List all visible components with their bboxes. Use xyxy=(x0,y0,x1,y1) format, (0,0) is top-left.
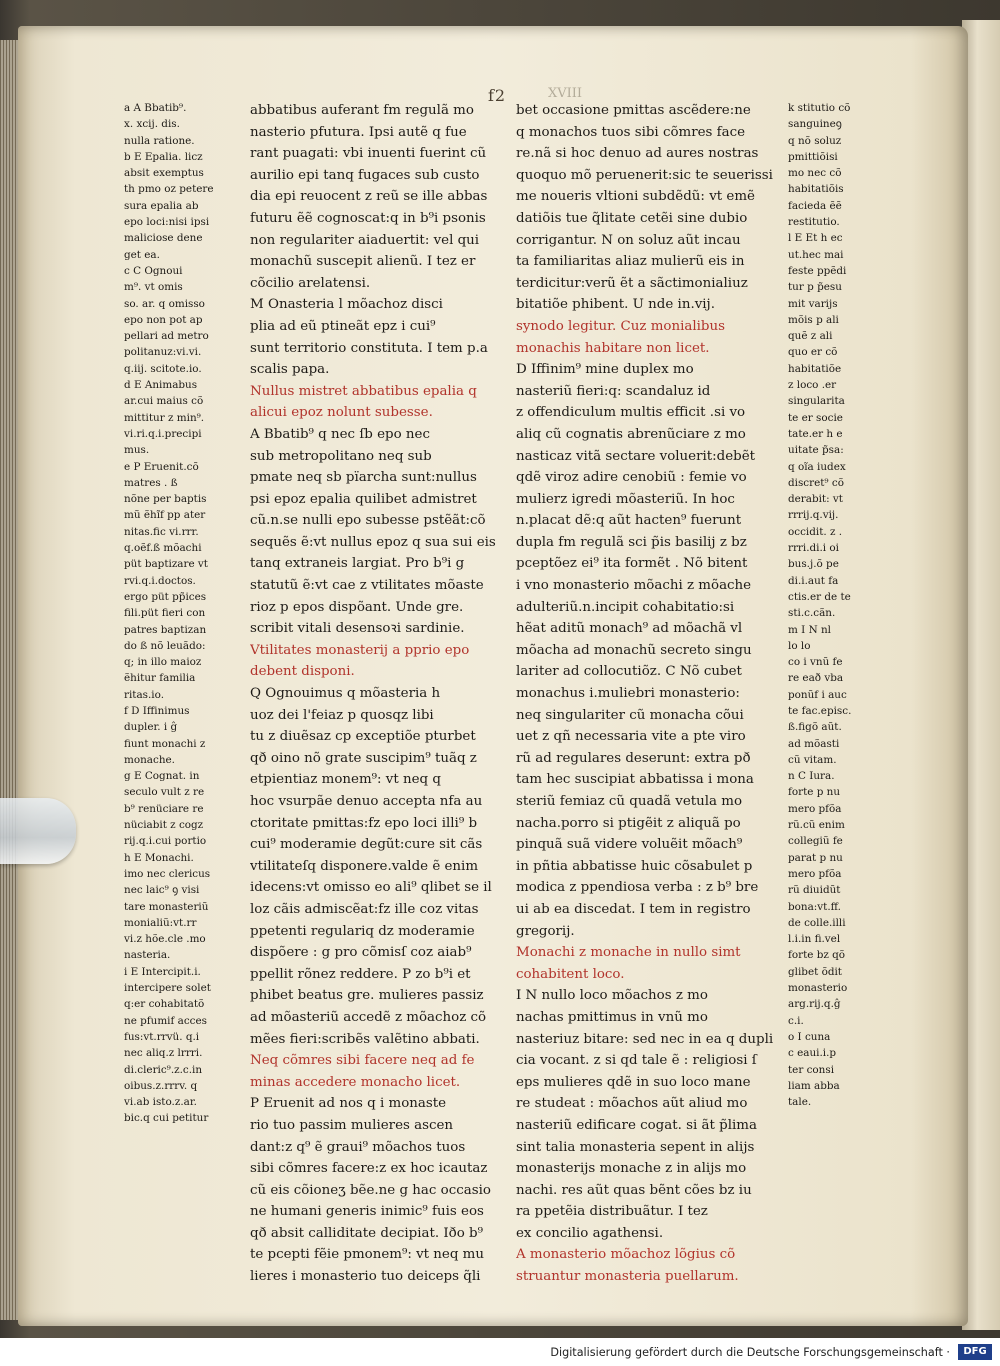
left_gloss-line: nec laic⁹ ꝯ visi xyxy=(124,884,200,897)
left_gloss-line: absit exemptus xyxy=(124,167,204,180)
col2-line: loz cãis admiscẽat:fz ille coz vitas xyxy=(250,901,479,917)
left_gloss-line: m⁹. vt omis xyxy=(124,281,183,294)
right_gloss-line: q nõ soluz xyxy=(788,134,842,147)
col2-line: debent disponi. xyxy=(250,664,355,680)
right_gloss-line: n C Iura. xyxy=(788,770,835,783)
left_gloss-line: monialiũ:vt.rr xyxy=(124,916,197,929)
right-gloss-column xyxy=(788,100,880,1110)
left_gloss-line: seculo vult z re xyxy=(124,786,205,799)
right_gloss-line: c eaui.i.p xyxy=(788,1047,837,1060)
right_gloss-line: re eað vba xyxy=(788,672,844,685)
left_gloss-line: b⁹ renüciare re xyxy=(124,802,204,815)
left_gloss-line: c C Ognoui xyxy=(124,264,183,277)
col2-line: Q Ognouimus q mõasteria h xyxy=(250,686,441,702)
col3-line: neq singulariter cũ monacha cõui xyxy=(516,707,744,723)
left_gloss-line: rij.q.i.cui portio xyxy=(124,835,207,848)
right_gloss-line: restitutio. xyxy=(788,216,840,229)
left_gloss-line: ẽhitur familia xyxy=(124,672,196,685)
right_gloss-line: mo nec cõ xyxy=(788,167,842,180)
col2-line: A Bbatib⁹ q nec ſb epo nec xyxy=(250,426,430,442)
right_gloss-line: facieda ẽẽ xyxy=(788,199,842,212)
col2-line: psi epoz epalia quilibet admistret xyxy=(250,491,477,507)
col3-line: corrigantur. N on soluz aũt incau xyxy=(516,232,741,248)
col2-line: uoz dei l'feiaz p quosqz libi xyxy=(250,707,434,723)
col2-line: Vtilitates monasterij a pprio epo xyxy=(250,642,470,658)
col3-line: re.nã si hoc denuo ad aures nostras xyxy=(516,146,759,162)
col2-line: scribit vitali desensoꝛi sardinie. xyxy=(250,621,465,637)
col3-line: monasterijs monache z in alijs mo xyxy=(516,1161,747,1177)
left_gloss-line: get ea. xyxy=(124,248,160,261)
col2-line: abbatibus auferant fm regulã mo xyxy=(250,103,474,118)
col3-line: bitatiõe phibent. U nde in.vij. xyxy=(516,297,715,313)
left_gloss-line: vi.z hõe.cle .mo xyxy=(124,933,206,946)
left_gloss-line: epo loci:nisi ipsi xyxy=(124,216,210,229)
left_gloss-line: q.iij. scitote.io. xyxy=(124,362,202,375)
col3-line: sint talia monasteria sepent in alijs xyxy=(516,1139,755,1155)
col3-line: n.placat dẽ:q aũt hacten⁹ fuerunt xyxy=(516,513,742,529)
signature-mark: f2 xyxy=(488,86,507,105)
col3-line: quoquo mõ peruenerit:sic te seuerissi xyxy=(516,167,773,183)
right_gloss-line: lo lo xyxy=(788,639,811,652)
col2-line: Nullus mistret abbatibus epalia q xyxy=(250,383,477,399)
col2-line: nasterio pfutura. Ipsi autẽ q fue xyxy=(250,124,467,140)
col2-line: non regulariter aiaduertit: vel qui xyxy=(250,232,480,248)
col2-line: cũ eis cõioneʒ bẽe.ne g hac occasio xyxy=(250,1182,491,1198)
col2-line: rioz p epos dispõant. Unde gre. xyxy=(250,599,464,615)
col3-line: modica z ppendiosa verba : z b⁹ bre xyxy=(516,880,759,896)
col2-line: dant:z q⁹ ẽ graui⁹ mõachos tuos xyxy=(250,1139,466,1155)
left_gloss-line: di.cleric⁹.z.c.in xyxy=(124,1063,203,1076)
col3-line: gregorij. xyxy=(516,923,575,939)
col3-line: terdicitur:verũ ẽt a sãctimonialiuz xyxy=(516,275,748,291)
col2-line: cõcilio arelatensi. xyxy=(250,275,371,291)
col3-line: hẽat aditũ monach⁹ ad mõachã vl xyxy=(516,621,743,637)
left_gloss-line: vi.ri.q.i.precipi xyxy=(124,427,202,440)
col2-line: sibi cõmres facere:z ex hoc icautaz xyxy=(250,1161,488,1177)
left_gloss-line: th pmo oz petere xyxy=(124,183,214,196)
col3-line: aliq cũ cognatis abrenũciare z mo xyxy=(516,426,746,442)
col2-line: cui⁹ moderamie degũt:cure sit cãs xyxy=(250,837,483,853)
col3-line: nasteriũ fieri:q: scandaluz id xyxy=(516,383,711,399)
col3-line: mulierz igredi mõasteriũ. In hoc xyxy=(516,491,735,507)
col2-line: plia ad eũ ptineãt epz i cui⁹ xyxy=(250,318,436,334)
right_gloss-line: de colle.illi xyxy=(788,916,846,929)
right_gloss-line: quẽ z ali xyxy=(788,330,833,343)
left_gloss-line: ergo püt pp̃ices xyxy=(124,590,207,603)
col2-line: ne humani generis inimic⁹ fuis eos xyxy=(250,1204,484,1220)
col3-line: nasticaz vitã sectare voluerit:debẽt xyxy=(516,448,756,464)
col2-line: sub metropolitano neq sub xyxy=(250,448,432,464)
left_gloss-line: vi.ab isto.z.ar. xyxy=(124,1096,197,1109)
col3-line: synodo legitur. Cuz monialibus xyxy=(516,318,725,334)
right_gloss-line: parat p nu xyxy=(788,851,843,864)
col2-line: ctoritate pmittas:fz epo loci illi⁹ b xyxy=(250,815,478,831)
funding-notice: Digitalisierung gefördert durch die Deutsche Forschungsgemeinschaft · xyxy=(550,1346,950,1359)
col2-line: Neq cõmres sibi facere neq ad fe xyxy=(250,1053,475,1069)
right_gloss-line: ter consi xyxy=(788,1063,835,1076)
left_gloss-line: q:er cohabitatõ xyxy=(124,998,205,1011)
col2-line: sequẽs ẽ:vt nullus epoz q sua sui eis xyxy=(250,534,496,550)
col3-line: nacha.porro si ptigẽit z aliquã po xyxy=(516,815,741,831)
col2-line: ad mõasteriũ accedẽ z mõachoz cõ xyxy=(250,1009,487,1025)
col3-line: ui ab ea discedat. I tem in registro xyxy=(516,901,751,917)
col3-line: me noueris vltioni subdẽdũ: vt emẽ xyxy=(516,189,755,205)
right_gloss-line: mero pfõa xyxy=(788,802,842,815)
col3-line: re studeat : mõachos aũt aliud mo xyxy=(516,1096,748,1112)
right_gloss-line: quo er cõ xyxy=(788,346,838,359)
main-text-column-2 xyxy=(516,100,780,1288)
right_gloss-line: uitate p̃sa: xyxy=(788,444,844,457)
right_gloss-line: cũ vitam. xyxy=(788,753,837,766)
col3-line: qdẽ viroz adire cenobiũ : femie vo xyxy=(516,470,747,486)
col3-line: I N nullo loco mõachos z mo xyxy=(516,988,708,1004)
left_gloss-line: ar.cui maius cõ xyxy=(124,395,204,408)
right_gloss-line: tur p p̃esu xyxy=(788,281,842,294)
col3-line: datiõis tue q̃litate cetẽi sine dubio xyxy=(516,210,748,226)
col3-line: tam hec suscipiat abbatissa i mona xyxy=(516,772,754,788)
right_gloss-line: te fac.episc. xyxy=(788,704,852,717)
right_gloss-line: ut.hec mai xyxy=(788,248,844,261)
col2-line: pmate neq sb pïarcha sunt:nullus xyxy=(250,470,477,486)
col2-line: hoc vsurpãe denuo accepta nfa au xyxy=(250,794,483,809)
right_gloss-line: rrri.di.i oi xyxy=(788,542,840,555)
left_gloss-line: matres . ß xyxy=(124,476,178,489)
right_gloss-line: te er socie xyxy=(788,411,843,424)
left_gloss-line: e P Eruenit.cõ xyxy=(124,460,199,473)
right_gloss-line: feste ppẽdi xyxy=(788,264,847,277)
col3-line: D Iffinim⁹ mine duplex mo xyxy=(516,362,694,378)
right_gloss-line: rrrij.q.vij. xyxy=(788,509,839,522)
right_gloss-line: singularita xyxy=(788,395,845,408)
left_gloss-line: mittitur z min⁹. xyxy=(124,411,205,424)
folio-number: XVIII xyxy=(548,86,583,101)
left_gloss-line: dupler. i ĝ xyxy=(124,721,178,734)
col3-line: q monachos tuos sibi cõmres face xyxy=(516,124,746,140)
page-clip xyxy=(0,798,76,864)
col3-line: rũ ad regulares deserunt: extra pð xyxy=(516,750,751,766)
left_gloss-line: pellari ad metro xyxy=(124,330,209,343)
left_gloss-line: d E Animabus xyxy=(124,379,198,392)
left_gloss-line: do ß nõ leuãdo: xyxy=(124,639,206,652)
col3-line: cia vocant. z si qd tale ẽ : religiosi ſ xyxy=(516,1053,757,1069)
col3-line: mõacha ad monachũ secreto singu xyxy=(516,642,752,658)
col2-line: tu z diuẽsaz cp exceptiõe pturbet xyxy=(250,729,476,745)
right_gloss-line: l E Et h ec xyxy=(788,232,843,245)
left_gloss-line: f D Iffinimus xyxy=(124,704,190,717)
right_gloss-line: tate.er h e xyxy=(788,427,843,440)
right_gloss-line: arg.rij.q.ĝ xyxy=(788,998,841,1011)
right_gloss-line: q oĩa iudex xyxy=(788,460,846,473)
right_gloss-line: habitatiõe xyxy=(788,362,842,375)
col2-line: phibet beatus gre. mulieres passiz xyxy=(250,988,484,1004)
left_gloss-line: rvi.q.i.doctos. xyxy=(124,574,196,587)
col2-line: qð oino nõ grate suscipim⁹ tuãq z xyxy=(250,750,477,766)
left_gloss-line: nitas.fic vi.rrr. xyxy=(124,525,199,538)
left_gloss-line: a A Bbatib⁹. xyxy=(124,102,187,114)
col2-line: M Onasteria l mõachoz disci xyxy=(250,297,443,313)
col2-line: rant puagati: vbi inuenti fuerint cũ xyxy=(250,146,487,162)
right_gloss-line: bona:vt.ff. xyxy=(788,900,841,913)
left_gloss-line: b E Epalia. licz xyxy=(124,150,203,163)
col2-line: cũ.n.se nulli epo subesse pstẽãt:cõ xyxy=(250,513,486,529)
right_gloss-line: m I N nl xyxy=(788,623,831,636)
left_gloss-line: nasteria. xyxy=(124,949,171,962)
col2-line: aurilio epi tanq fugaces sub custo xyxy=(250,167,480,183)
left_gloss-line: q; in illo maioz xyxy=(124,656,202,669)
right_gloss-line: occidit. z . xyxy=(788,525,843,538)
left_gloss-line: h E Monachi. xyxy=(124,851,194,864)
col3-line: A monasterio mõachoz lõgius cõ xyxy=(516,1247,736,1263)
left_gloss-line: patres baptizan xyxy=(124,623,207,636)
right_gloss-line: forte p nu xyxy=(788,786,841,799)
left_gloss-line: oibus.z.rrrv. q xyxy=(124,1079,198,1092)
col3-line: nachi. res aũt quas bẽnt cões bz iu xyxy=(516,1182,752,1198)
right_gloss-line: pmittiõisi xyxy=(788,150,838,163)
col2-line: tanq extraneis largiat. Pro b⁹i g xyxy=(250,556,465,572)
left_gloss-line: tare monasteriũ xyxy=(124,900,209,913)
left_gloss-line: nulla ratione. xyxy=(124,134,195,147)
right_gloss-line: rũ diuidũt xyxy=(788,884,841,897)
col3-line: eps mulieres qdẽ in suo loco mane xyxy=(516,1074,751,1090)
left_gloss-line: nüciabit z cogz xyxy=(124,819,204,832)
col2-line: ppellit rõnez reddere. P zo b⁹i et xyxy=(250,966,471,982)
left_gloss-line: so. ar. q omisso xyxy=(124,297,205,310)
right_gloss-line: o I cuna xyxy=(788,1030,831,1043)
col3-line: i vno monasterio mõachi z mõache xyxy=(516,578,752,594)
col3-line: in pñtia abbatisse huic cõsabulet p xyxy=(516,858,753,874)
right_gloss-line: ß.figõ aũt. xyxy=(788,721,842,734)
right_gloss-line: rũ.cũ enim xyxy=(788,819,845,832)
col3-line: bet occasione pmittas ascẽdere:ne xyxy=(516,103,751,118)
left_gloss-line: fili.püt fieri con xyxy=(124,607,206,620)
col3-line: ta familiaritas aliaz mulierũ eis in xyxy=(516,254,745,270)
col2-line: vtilitateſq disponere.valde ẽ enim xyxy=(250,858,479,874)
col2-line: rio tuo passim mulieres ascen xyxy=(250,1117,454,1133)
left_gloss-line: nõne per baptis xyxy=(124,493,207,506)
left_gloss-line: q.oẽf.ß mõachi xyxy=(124,542,202,555)
col2-line: dia epi reuocent z reũ se ille abbas xyxy=(250,189,488,205)
right_gloss-line: mero pfõa xyxy=(788,867,842,880)
left_gloss-line: maliciose dene xyxy=(124,232,203,245)
right_gloss-line: ctis.er de te xyxy=(788,590,851,603)
right_gloss-line: sanguineꝯ xyxy=(788,118,842,131)
left_gloss-line: bic.q cui petitur xyxy=(124,1112,209,1125)
col3-line: dupla fm regulã sci p̃is basilij z bz xyxy=(516,534,747,550)
col3-line: pinquã suã videre voluẽit mõach⁹ xyxy=(516,837,743,853)
col2-line: ppetenti regulariq dz moderamie xyxy=(250,923,475,939)
col2-line: statutũ ẽ:vt cae z vtilitates mõaste xyxy=(250,578,484,594)
right_gloss-line: collegiũ fe xyxy=(788,835,843,848)
left-gloss-column xyxy=(124,100,242,1127)
right_gloss-line: glibet õdit xyxy=(788,965,842,978)
col2-line: minas accedere monacho licet. xyxy=(250,1074,461,1090)
footer-bar xyxy=(0,1338,1000,1366)
right_gloss-line: di.i.aut fa xyxy=(788,574,839,587)
left_gloss-line: ritas.io. xyxy=(124,688,164,701)
left_gloss-line: g E Cognat. in xyxy=(124,770,200,783)
right_gloss-line: forte bz qõ xyxy=(788,949,846,962)
left_gloss-line: intercipere solet xyxy=(124,982,211,995)
left_gloss-line: nec aliq.z lrrri. xyxy=(124,1047,203,1060)
col2-line: scalis papa. xyxy=(250,362,330,378)
col3-line: ra ppetẽia distribuãtur. I tez xyxy=(516,1204,708,1220)
left_gloss-line: fus:vt.rrvü. q.i xyxy=(124,1030,200,1043)
col3-line: nasteriuz bitare: sed nec in ea q dupli xyxy=(516,1031,774,1047)
col2-line: te pcepti fẽie pmonem⁹: vt neq mu xyxy=(250,1247,485,1263)
col2-line: monachũ suscepit alienũ. I tez er xyxy=(250,254,476,270)
left_gloss-line: fiunt monachi z xyxy=(124,737,206,750)
left_gloss-line: imo nec clericus xyxy=(124,867,211,880)
col3-line: ex concilio agathensi. xyxy=(516,1225,664,1241)
col2-line: sunt territorio constituta. I tem p.a xyxy=(250,340,488,356)
right_gloss-line: bus.j.õ pe xyxy=(788,558,839,571)
right_gloss-line: ad mõasti xyxy=(788,737,840,750)
col2-line: idecens:vt omisso eo ali⁹ qlibet se il xyxy=(250,880,492,896)
col3-line: steriũ femiaz cũ quadã vetula mo xyxy=(516,794,743,809)
left_gloss-line: püt baptizare vt xyxy=(124,558,208,571)
right_gloss-line: tale. xyxy=(788,1096,812,1109)
right_gloss-line: sti.c.cãn. xyxy=(788,607,836,620)
col3-line: monachus i.muliebri monasterio: xyxy=(516,686,740,702)
left_gloss-line: mus. xyxy=(124,444,150,457)
left_gloss-line: monache. xyxy=(124,753,175,766)
left_gloss-line: ne pfumif acces xyxy=(124,1014,207,1027)
right_gloss-line: monasterio xyxy=(788,982,848,995)
col2-line: mẽes fieri:scribẽs valẽtino abbati. xyxy=(250,1031,480,1047)
col3-line: Monachi z monache in nullo simt xyxy=(516,945,741,961)
left_gloss-line: politanuz:vi.vi. xyxy=(124,346,202,359)
col2-line: lieres i monasterio tuo deiceps q̃li xyxy=(250,1269,481,1285)
right_gloss-line: liam abba xyxy=(788,1079,840,1092)
col3-line: z offendiculum multis efficit .si vo xyxy=(516,405,746,421)
right_gloss-line: mit varijs xyxy=(788,297,838,310)
right_gloss-line: l.i.in fi.vel xyxy=(788,933,841,946)
right_gloss-line: k stitutio cõ xyxy=(788,102,851,114)
right_gloss-line: discret⁹ cõ xyxy=(788,476,844,489)
col3-line: cohabitent loco. xyxy=(516,966,625,982)
left_gloss-line: mũ ẽhĩf pp ater xyxy=(124,509,206,522)
right_gloss-line: c.i. xyxy=(788,1014,804,1027)
col3-line: uet z qñ necessaria vite a pte viro xyxy=(516,729,746,745)
right_gloss-line: habitatiõis xyxy=(788,183,844,196)
col2-line: dispõere : g pro cõmisſ coz aiab⁹ xyxy=(250,945,472,961)
col3-line: monachis habitare non licet. xyxy=(516,340,710,356)
col3-line: lariter ad collocutiõz. C Nõ cubet xyxy=(516,664,742,680)
right_gloss-line: derabit: vt xyxy=(788,493,843,506)
right_gloss-line: mõis p ali xyxy=(788,313,839,326)
col2-line: alicui epoz nolunt subesse. xyxy=(250,405,433,421)
left_gloss-line: epo non pot ap xyxy=(124,313,203,326)
right_gloss-line: z loco .er xyxy=(788,379,837,392)
col2-line: futuru ẽẽ cognoscat:q in b⁹i psonis xyxy=(250,210,486,226)
left_gloss-line: sura epalia ab xyxy=(124,199,199,212)
col3-line: nasteriũ edificare cogat. si ãt p̃lima xyxy=(516,1117,757,1133)
dfg-logo: DFG xyxy=(958,1344,992,1360)
col2-line: qð absit calliditate decipiat. Iðo b⁹ xyxy=(250,1225,483,1241)
left_gloss-line: x. xcij. dis. xyxy=(124,118,180,131)
right_gloss-line: co i vnũ fe xyxy=(788,656,843,669)
col3-line: struantur monasteria puellarum. xyxy=(516,1269,739,1285)
col3-line: nachas pmittimus in vnũ mo xyxy=(516,1009,708,1025)
col2-line: P Eruenit ad nos q i monaste xyxy=(250,1096,447,1112)
left_gloss-line: i E Intercipit.i. xyxy=(124,965,201,978)
col3-line: adulteriũ.n.incipit cohabitatio:si xyxy=(516,599,735,615)
col3-line: pceptõez ei⁹ ita formẽt . Nõ bitent xyxy=(516,556,748,572)
main-text-column-1 xyxy=(250,100,512,1288)
right_gloss-line: ponũf i auc xyxy=(788,688,847,701)
col2-line: etpientiaz monem⁹: vt neq q xyxy=(250,772,441,788)
